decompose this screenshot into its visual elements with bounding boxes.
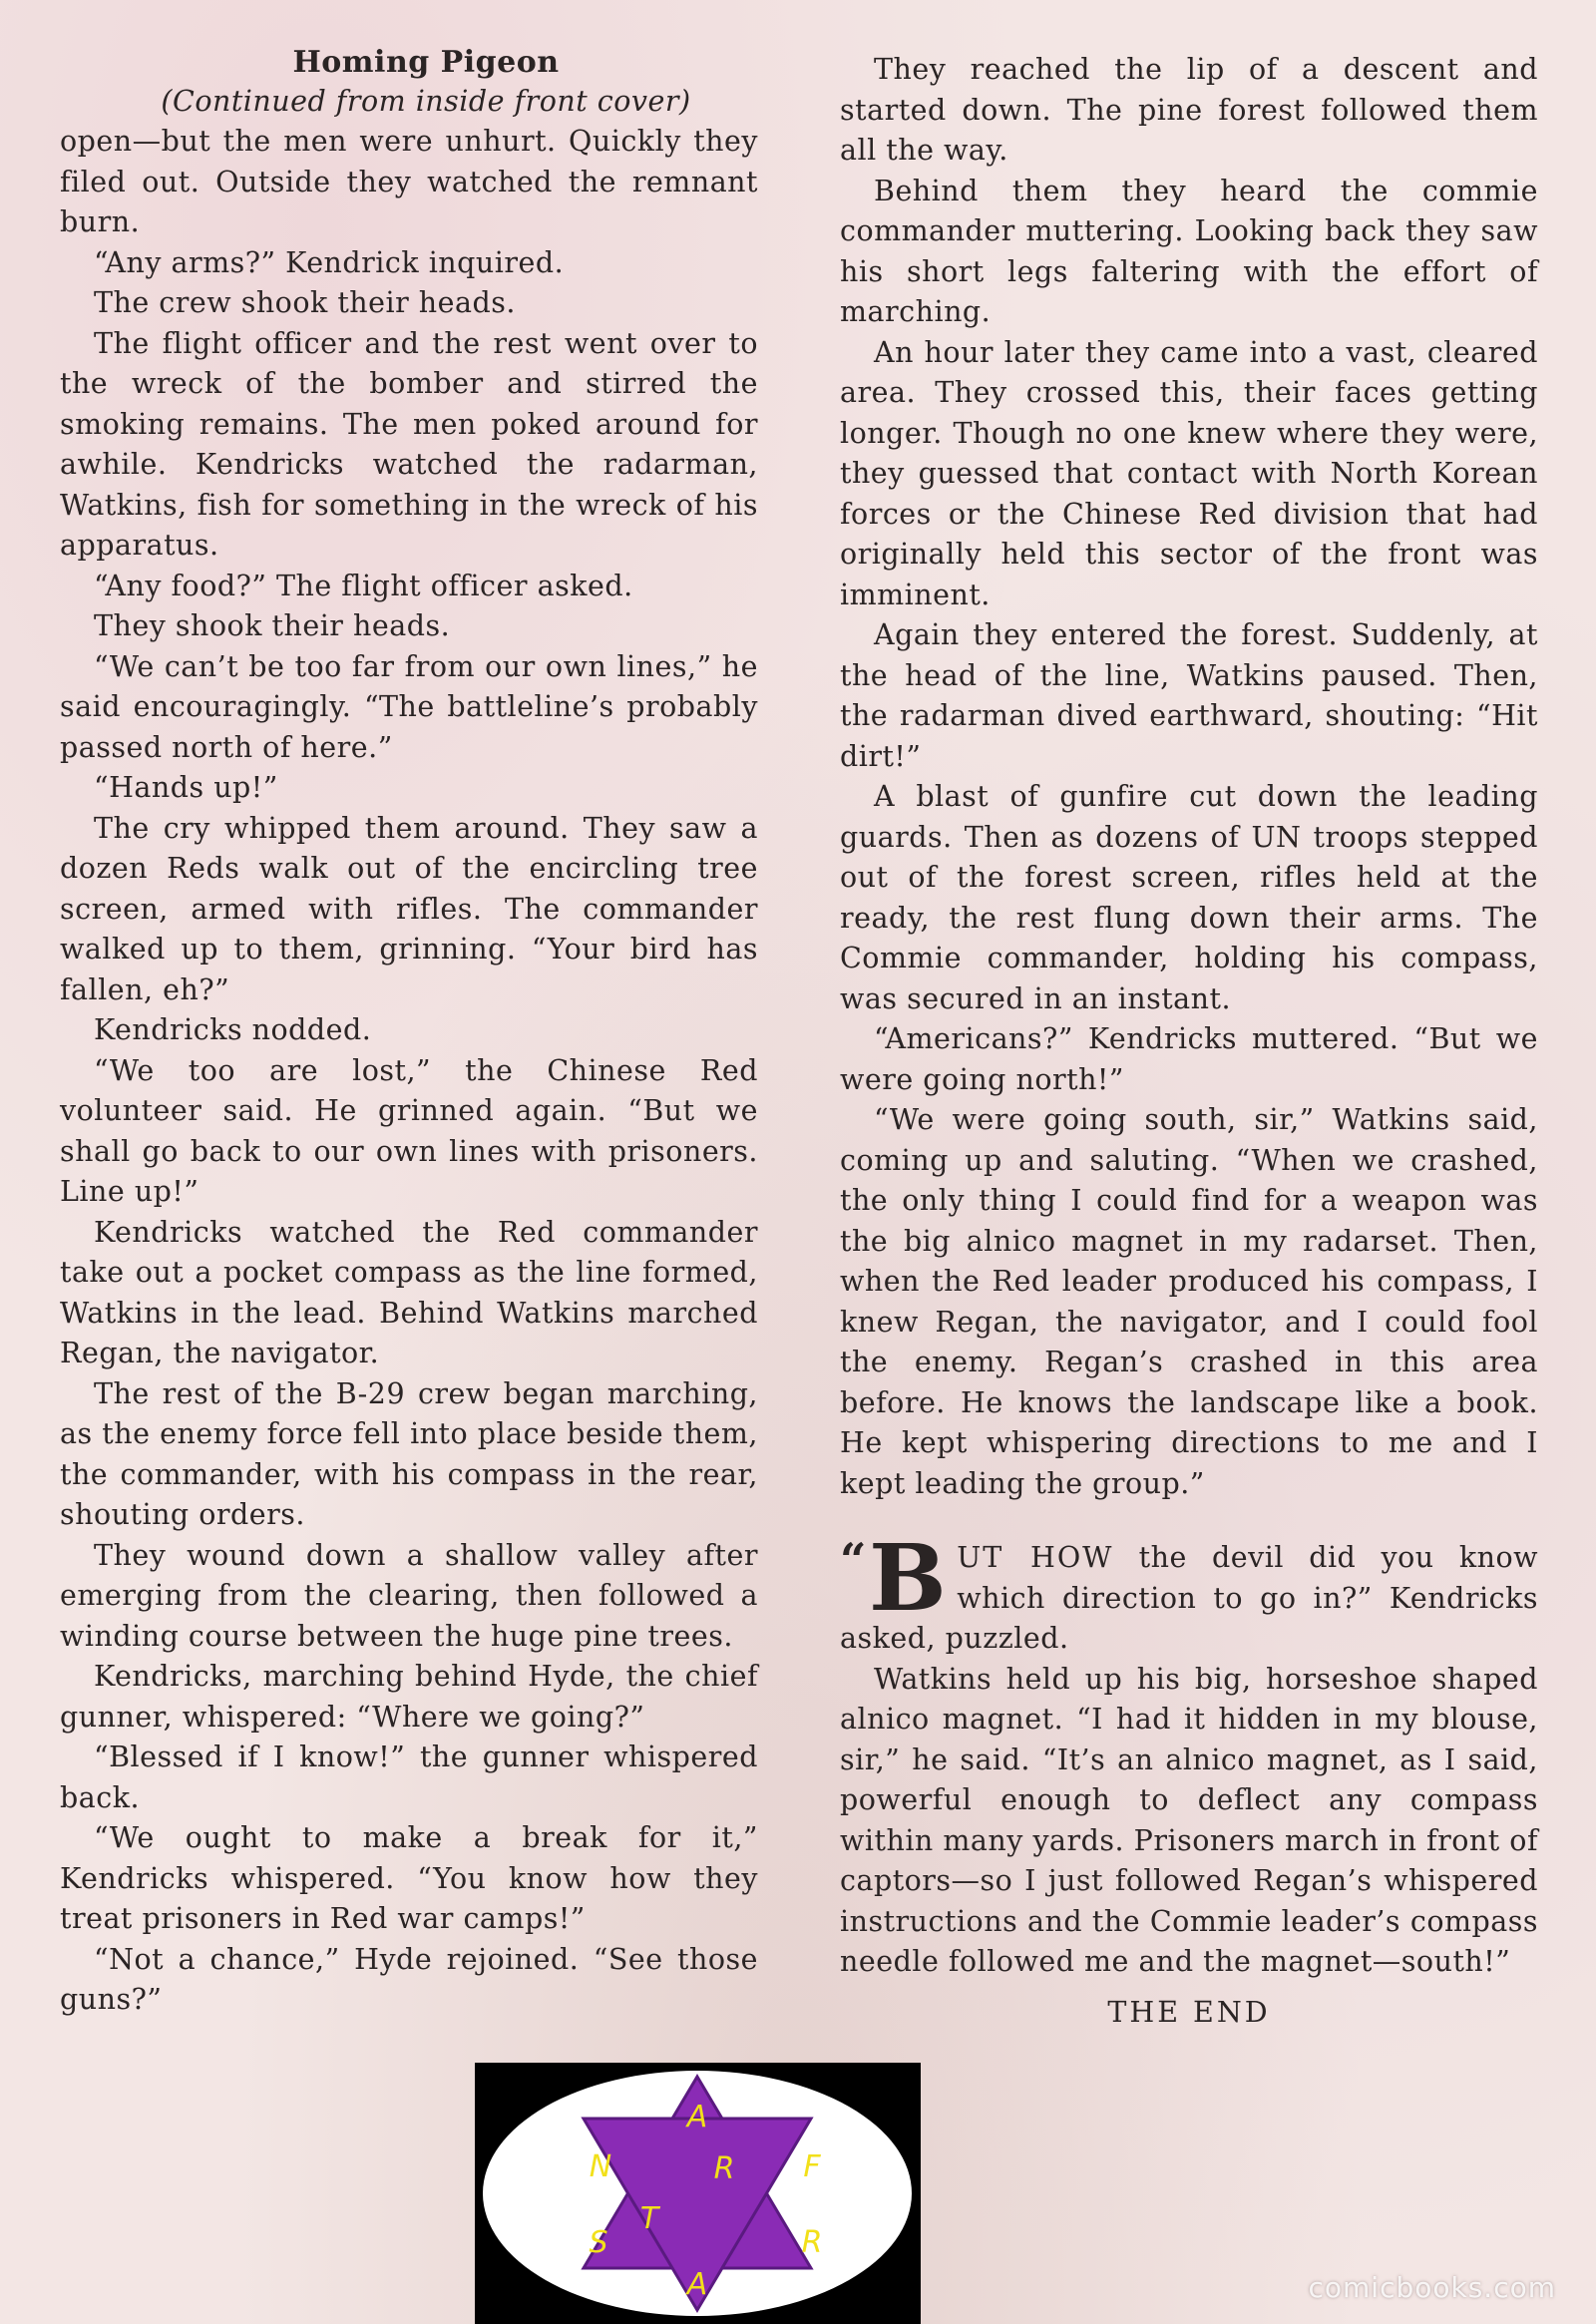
right-column [840, 50, 1538, 2033]
logo-letter: N [589, 2149, 612, 2184]
logo-letter: R [801, 2225, 823, 2260]
paragraph: “We ought to make a break for it,” Kendricks whispered. “You know how they treat prisoners in Red war camps!” [60, 1821, 758, 1935]
paragraph: Behind them they heard the commie commander muttering. Looking back they saw his short legs faltering with the effort of marching. [840, 174, 1538, 328]
logo-letter: A [686, 2100, 708, 2134]
paragraph: An hour later they came into a vast, cleared area. They crossed this, their faces getting longer. Though no one knew where they were, they guessed that contact with North Korean forces or the Chinese Red division that had originally held this sector of the front was imminent. [840, 335, 1538, 611]
dropcap-caps: UT HOW [957, 1541, 1114, 1574]
paragraph: “We were going south, sir,” Watkins said, coming up and saluting. “When we crashed, the only thing I could find for a weapon was the big alnico magnet in my radarset. Then, when the Red leader produced his compass, I knew Regan, the navigator, and I could fool the enemy. Regan’s crashed in this area before. He knows the landscape like a book. He kept whispering directions to me and I kept leading the group.” [840, 1103, 1538, 1500]
paragraph: open—but the men were unhurt. Quickly they filed out. Outside they watched the remnant burn. [60, 125, 758, 238]
logo-letter: F [803, 2149, 821, 2184]
logo-letter: R [713, 2151, 735, 2186]
paragraph: Watkins held up his big, horseshoe shaped alnico magnet. “I had it hidden in my blouse, sir,” he said. “It’s an alnico magnet, as I said, powerful enough to deflect any compass within many yards. Prisoners march in front of captors—so I just followed Regan’s whispered instructions and the Commie leader’s compass needle followed me and the magnet—south!” [840, 1662, 1538, 1978]
logo-letter: S [589, 2225, 608, 2260]
paragraph: The flight officer and the rest went over to the wreck of the bomber and stirred the smoking remains. The men poked around for awhile. Kendricks watched the radarman, Watkins, fish for something in the wreck of his apparatus. [60, 326, 758, 562]
paragraph: “We can’t be too far from our own lines,” he said encouragingly. “The battleline’s probably passed north of here.” [60, 649, 758, 764]
paragraph: The crew shook their heads. [94, 286, 516, 319]
paragraph: Again they entered the forest. Suddenly, at the head of the line, Watkins paused. Then, the radarman dived earthward, shouting: “Hit dirt!” [840, 618, 1538, 773]
dropcap-rest: the devil did you know which direction to go in?” Kendricks asked, puzzled. [840, 1541, 1538, 1655]
watermark: comicbooks.com [1308, 2271, 1556, 2304]
paragraph: They shook their heads. [94, 609, 451, 642]
paragraph: They reached the lip of a descent and started down. The pine forest followed them all the way. [840, 53, 1538, 167]
left-column [60, 44, 758, 2021]
paragraph: The cry whipped them around. They saw a dozen Reds walk out of the encircling tree screen, armed with rifles. The commander walked up to them, grinning. “Your bird has fallen, eh?” [60, 811, 758, 1006]
paragraph: “Hands up!” [94, 771, 278, 804]
story-title: Homing Pigeon [292, 45, 560, 80]
open-quote-mark: “ [840, 1533, 867, 1587]
paragraph: Kendricks nodded. [94, 1013, 372, 1046]
drop-cap-letter: B [868, 1524, 948, 1632]
paragraph: A blast of gunfire cut down the leading guards. Then as dozens of UN troops stepped out of the forest screen, rifles held at the ready, the rest flung down their arms. The Commie commander, holding his compass, was secured in an instant. [840, 780, 1538, 1015]
paragraph: “Any food?” The flight officer asked. [94, 569, 633, 602]
narf-star-logo [475, 2063, 921, 2324]
logo-letter: A [686, 2267, 708, 2302]
star-oval-logo-graphic [475, 2063, 921, 2324]
logo-letter: T [639, 2201, 659, 2236]
paragraph: Kendricks, marching behind Hyde, the chief gunner, whispered: “Where we going?” [60, 1660, 758, 1734]
paragraph: “Not a chance,” Hyde rejoined. “See those guns?” [60, 1942, 758, 2016]
story-subtitle: (Continued from inside front cover) [161, 85, 691, 118]
paragraph: They wound down a shallow valley after emerging from the clearing, then followed a winding course between the huge pine trees. [60, 1538, 758, 1653]
paragraph: The rest of the B-29 crew began marching, as the enemy force fell into place beside them, the commander, with his compass in the rear, shouting orders. [60, 1376, 758, 1531]
paragraph: “Any arms?” Kendrick inquired. [94, 245, 565, 279]
the-end-label: THE END [1107, 1995, 1271, 2029]
paragraph: Kendricks watched the Red commander take out a pocket compass as the line formed, Watkins in the lead. Behind Watkins marched Regan, the navigator. [60, 1215, 758, 1369]
dropcap-paragraph [840, 1524, 1538, 1660]
paragraph: “We too are lost,” the Chinese Red volunteer said. He grinned again. “But we shall go back to our own lines with prisoners. Line up!” [60, 1053, 758, 1208]
paragraph: “Blessed if I know!” the gunner whispered back. [60, 1741, 758, 1814]
paragraph: “Americans?” Kendricks muttered. “But we were going north!” [840, 1022, 1538, 1096]
